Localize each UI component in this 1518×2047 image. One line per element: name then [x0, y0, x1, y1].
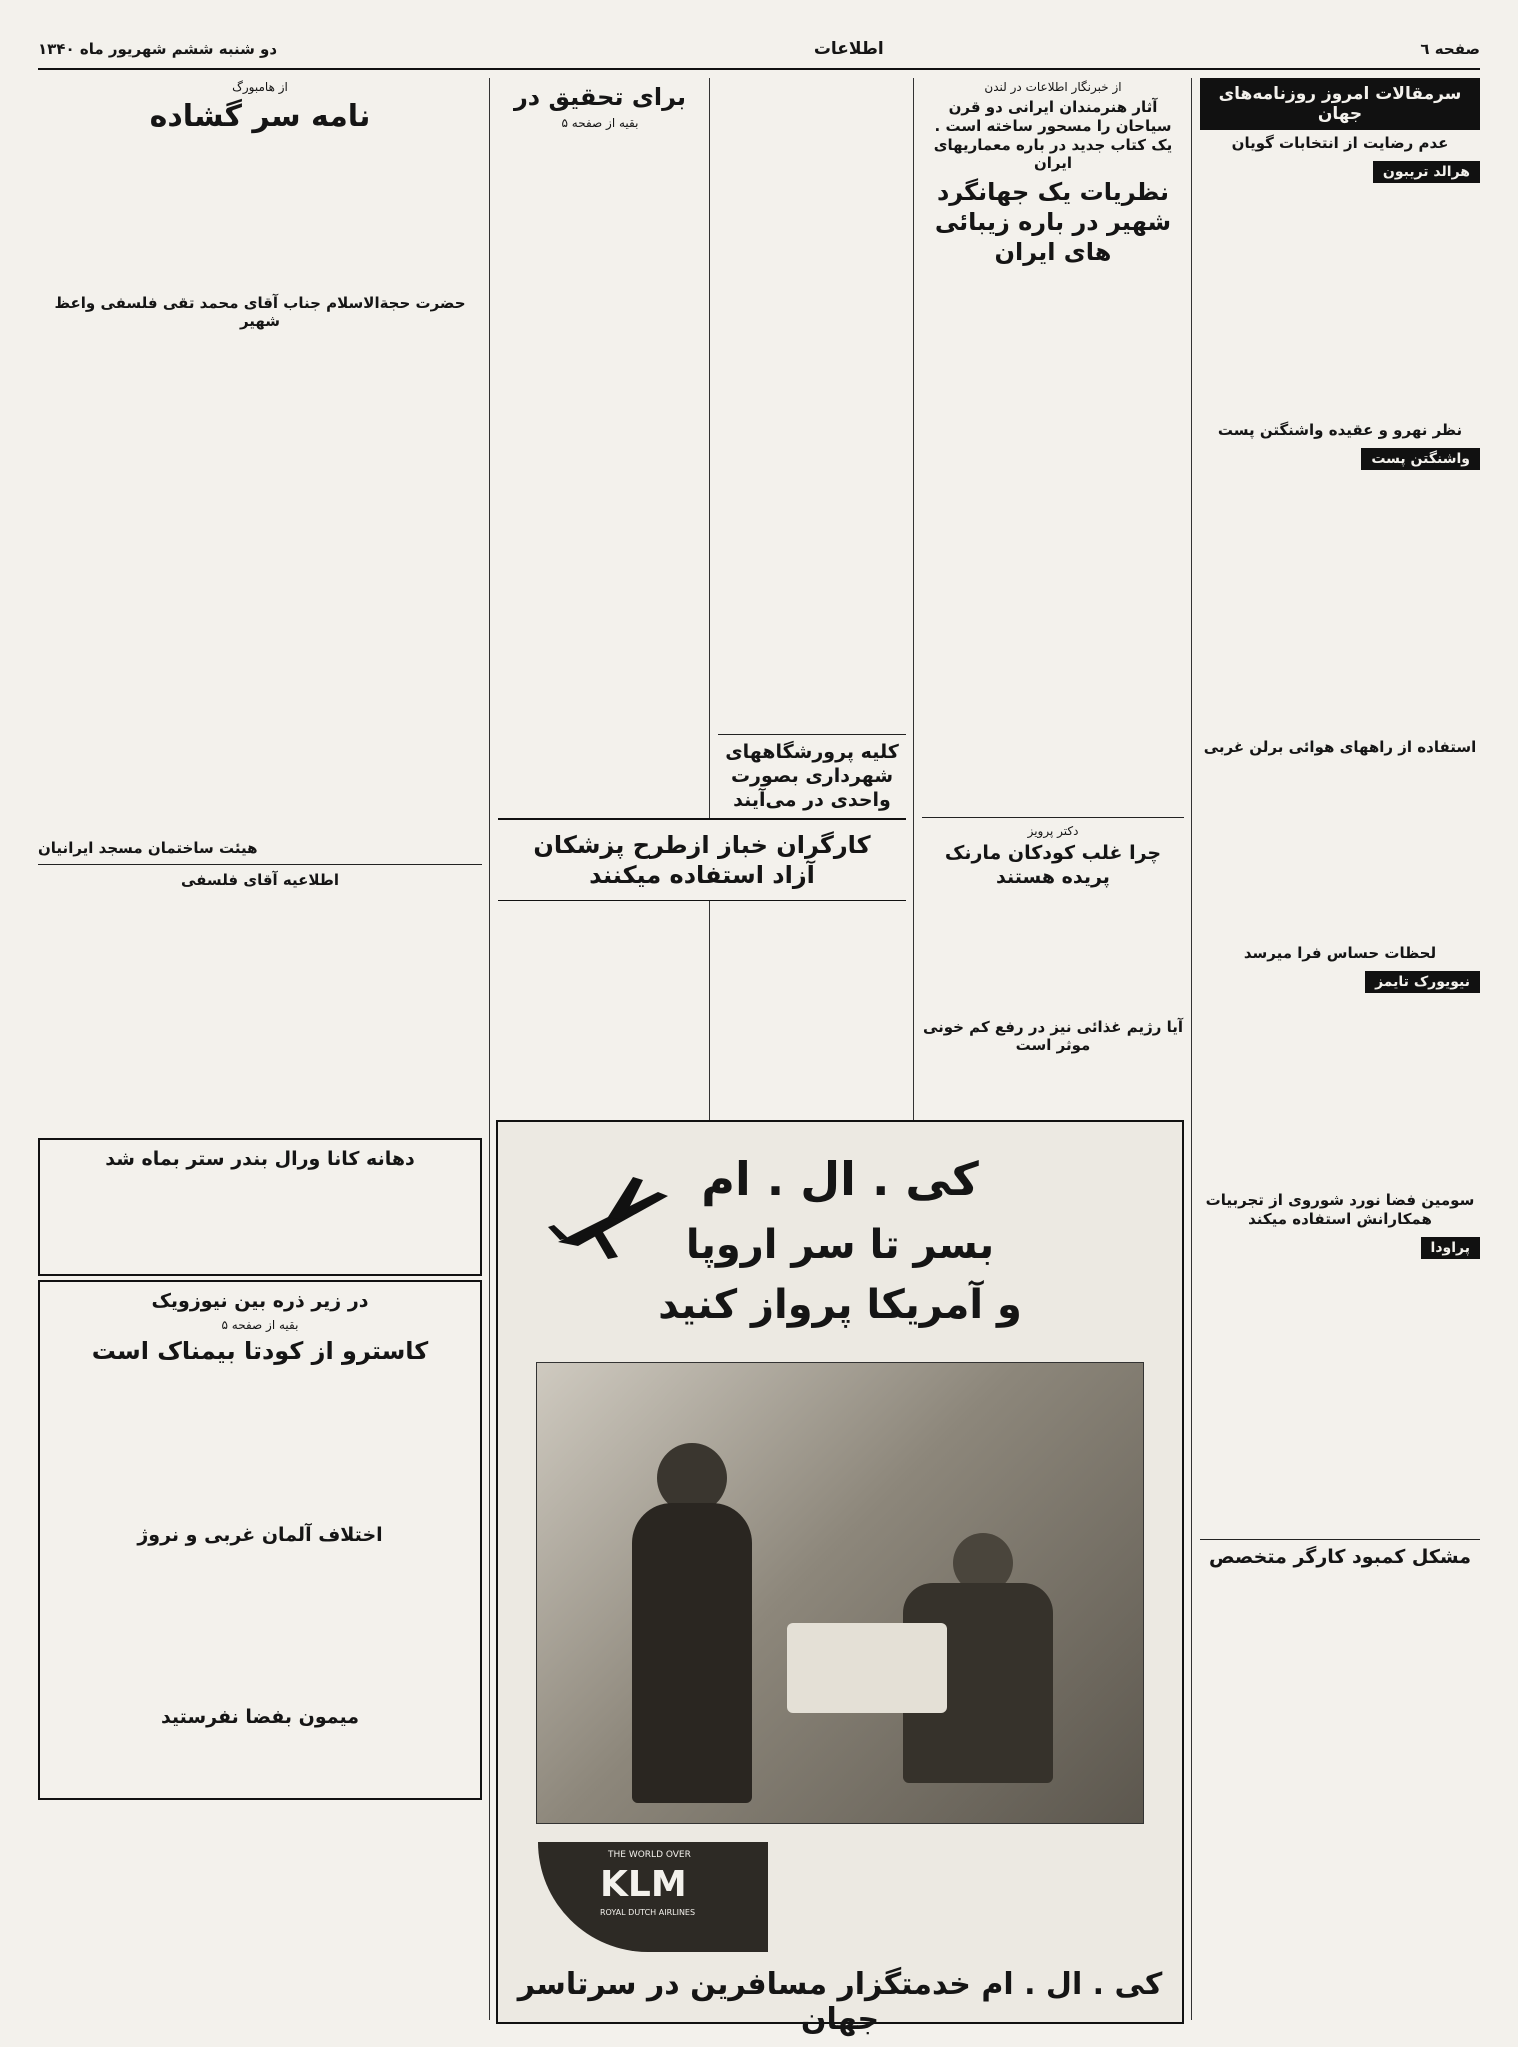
news-box — [38, 1138, 482, 1277]
article-subhead: آیا رژیم غذائی نیز در رفع کم خونی موثر است — [922, 1017, 1184, 1055]
article-headline: استفاده از راههای هوائی برلن غربی — [1203, 737, 1477, 756]
divider — [922, 817, 1184, 818]
editorials-section-title: سرمقالات امروز روزنامه‌های جهان — [1200, 78, 1480, 130]
article-headline: اطلاعیه آقای فلسفی — [180, 870, 340, 889]
article-headline: دهانه کانا ورال بندر ستر بماه شد — [105, 1147, 415, 1170]
article-subhead: آثار هنرمندان ایرانی دو قرن سیاحان را مسحور ساخته است . یک کتاب جدید در باره معماریهای ایران — [933, 98, 1173, 173]
column-editorials — [1200, 78, 1480, 2020]
ad-footer: کی . ال . ام خدمتگزار مسافرین در سرتاسر جهان — [517, 1967, 1163, 2037]
article-subhead: حضرت حجةالاسلام جناب آقای محمد تقی فلسفی واعظ شهیر — [54, 293, 466, 331]
source-label: هرالد تریبون — [1373, 161, 1480, 183]
article-headline: سومین فضا نورد شوروی از تجربیات همکارانش استفاده میکند — [1205, 1191, 1475, 1228]
news-box — [38, 1280, 482, 1799]
logo-subtitle: ROYAL DUTCH AIRLINES — [600, 1908, 696, 1917]
klm-logo-panel — [538, 1842, 768, 1952]
source-label: واشنگتن پست — [1361, 448, 1480, 470]
banner-headline: کارگران خباز ازطرح پزشکان آزاد استفاده میکنند — [533, 831, 871, 889]
article-headline: کاسترو از کودتا بیمناک است — [91, 1337, 429, 1365]
continued-from: بقیه از صفحه ۵ — [221, 1318, 299, 1332]
divider — [718, 734, 906, 735]
airplane-icon — [538, 1162, 688, 1272]
column-hamburg — [38, 78, 482, 2020]
article-headline: عدم رضایت از انتخابات گویان — [1231, 134, 1449, 152]
ad-line-2: و آمریکا پرواز کنید — [658, 1282, 1022, 1328]
dateline: از خبرنگار اطلاعات در لندن — [984, 80, 1122, 94]
masthead — [38, 30, 1480, 70]
article-headline: چرا غلب کودکان مارنک پریده هستند — [944, 842, 1162, 888]
paper-name: اطلاعات — [813, 39, 884, 59]
article-headline: نظر نهرو و عقیده واشنگتن پست — [1217, 420, 1463, 439]
continued-from: بقیه از صفحه ۵ — [561, 116, 639, 130]
newspaper-page — [38, 30, 1480, 2037]
logo-tagline: THE WORLD OVER — [608, 1850, 691, 1860]
byline: دکتر پرویز — [1027, 824, 1079, 838]
klm-advertisement — [496, 1120, 1184, 2037]
photo-table — [787, 1623, 947, 1713]
divider — [38, 864, 482, 865]
article-headline: نظریات یک جهانگرد شهیر در باره زیبائی های ایران — [934, 178, 1172, 266]
ad-photo — [536, 1362, 1144, 1824]
ad-line-1: بسر تا سر اروپا — [685, 1222, 995, 1268]
klm-logo: KLM — [600, 1864, 687, 1905]
page-number: صفحه ٦ — [1420, 40, 1480, 58]
article-headline: میمون بفضا نفرستید — [160, 1705, 360, 1728]
bakers-banner — [498, 818, 906, 901]
dateline: از هامبورگ — [232, 80, 288, 94]
date-line: دو شنبه ششم شهریور ماه ۱۳۴۰ — [38, 40, 278, 58]
column-rule — [489, 78, 490, 2020]
source-label: پراودا — [1421, 1237, 1480, 1259]
article-headline: مشکل کمبود کارگر متخصص — [1208, 1545, 1471, 1568]
article-headline: نامه سر گشاده — [149, 99, 371, 134]
ad-title: کی . ال . ام — [701, 1152, 979, 1206]
divider — [1200, 1539, 1480, 1540]
article-headline: اختلاف آلمان غربی و نروژ — [137, 1524, 383, 1546]
signature: هیئت ساختمان مسجد ایرانیان — [38, 839, 258, 857]
article-headline: کلیه پرورشگاههای شهرداری بصورت واحدی در می‌آیند — [725, 741, 899, 811]
source-label: نیویورک تایمز — [1365, 971, 1480, 993]
article-headline: در زیر ذره بین نیوزویک — [151, 1290, 369, 1313]
article-headline: برای تحقیق در — [513, 83, 687, 111]
column-rule — [1191, 78, 1192, 2020]
photo-figure-body — [632, 1503, 752, 1803]
article-headline: لحظات حساس فرا میرسد — [1243, 944, 1437, 963]
